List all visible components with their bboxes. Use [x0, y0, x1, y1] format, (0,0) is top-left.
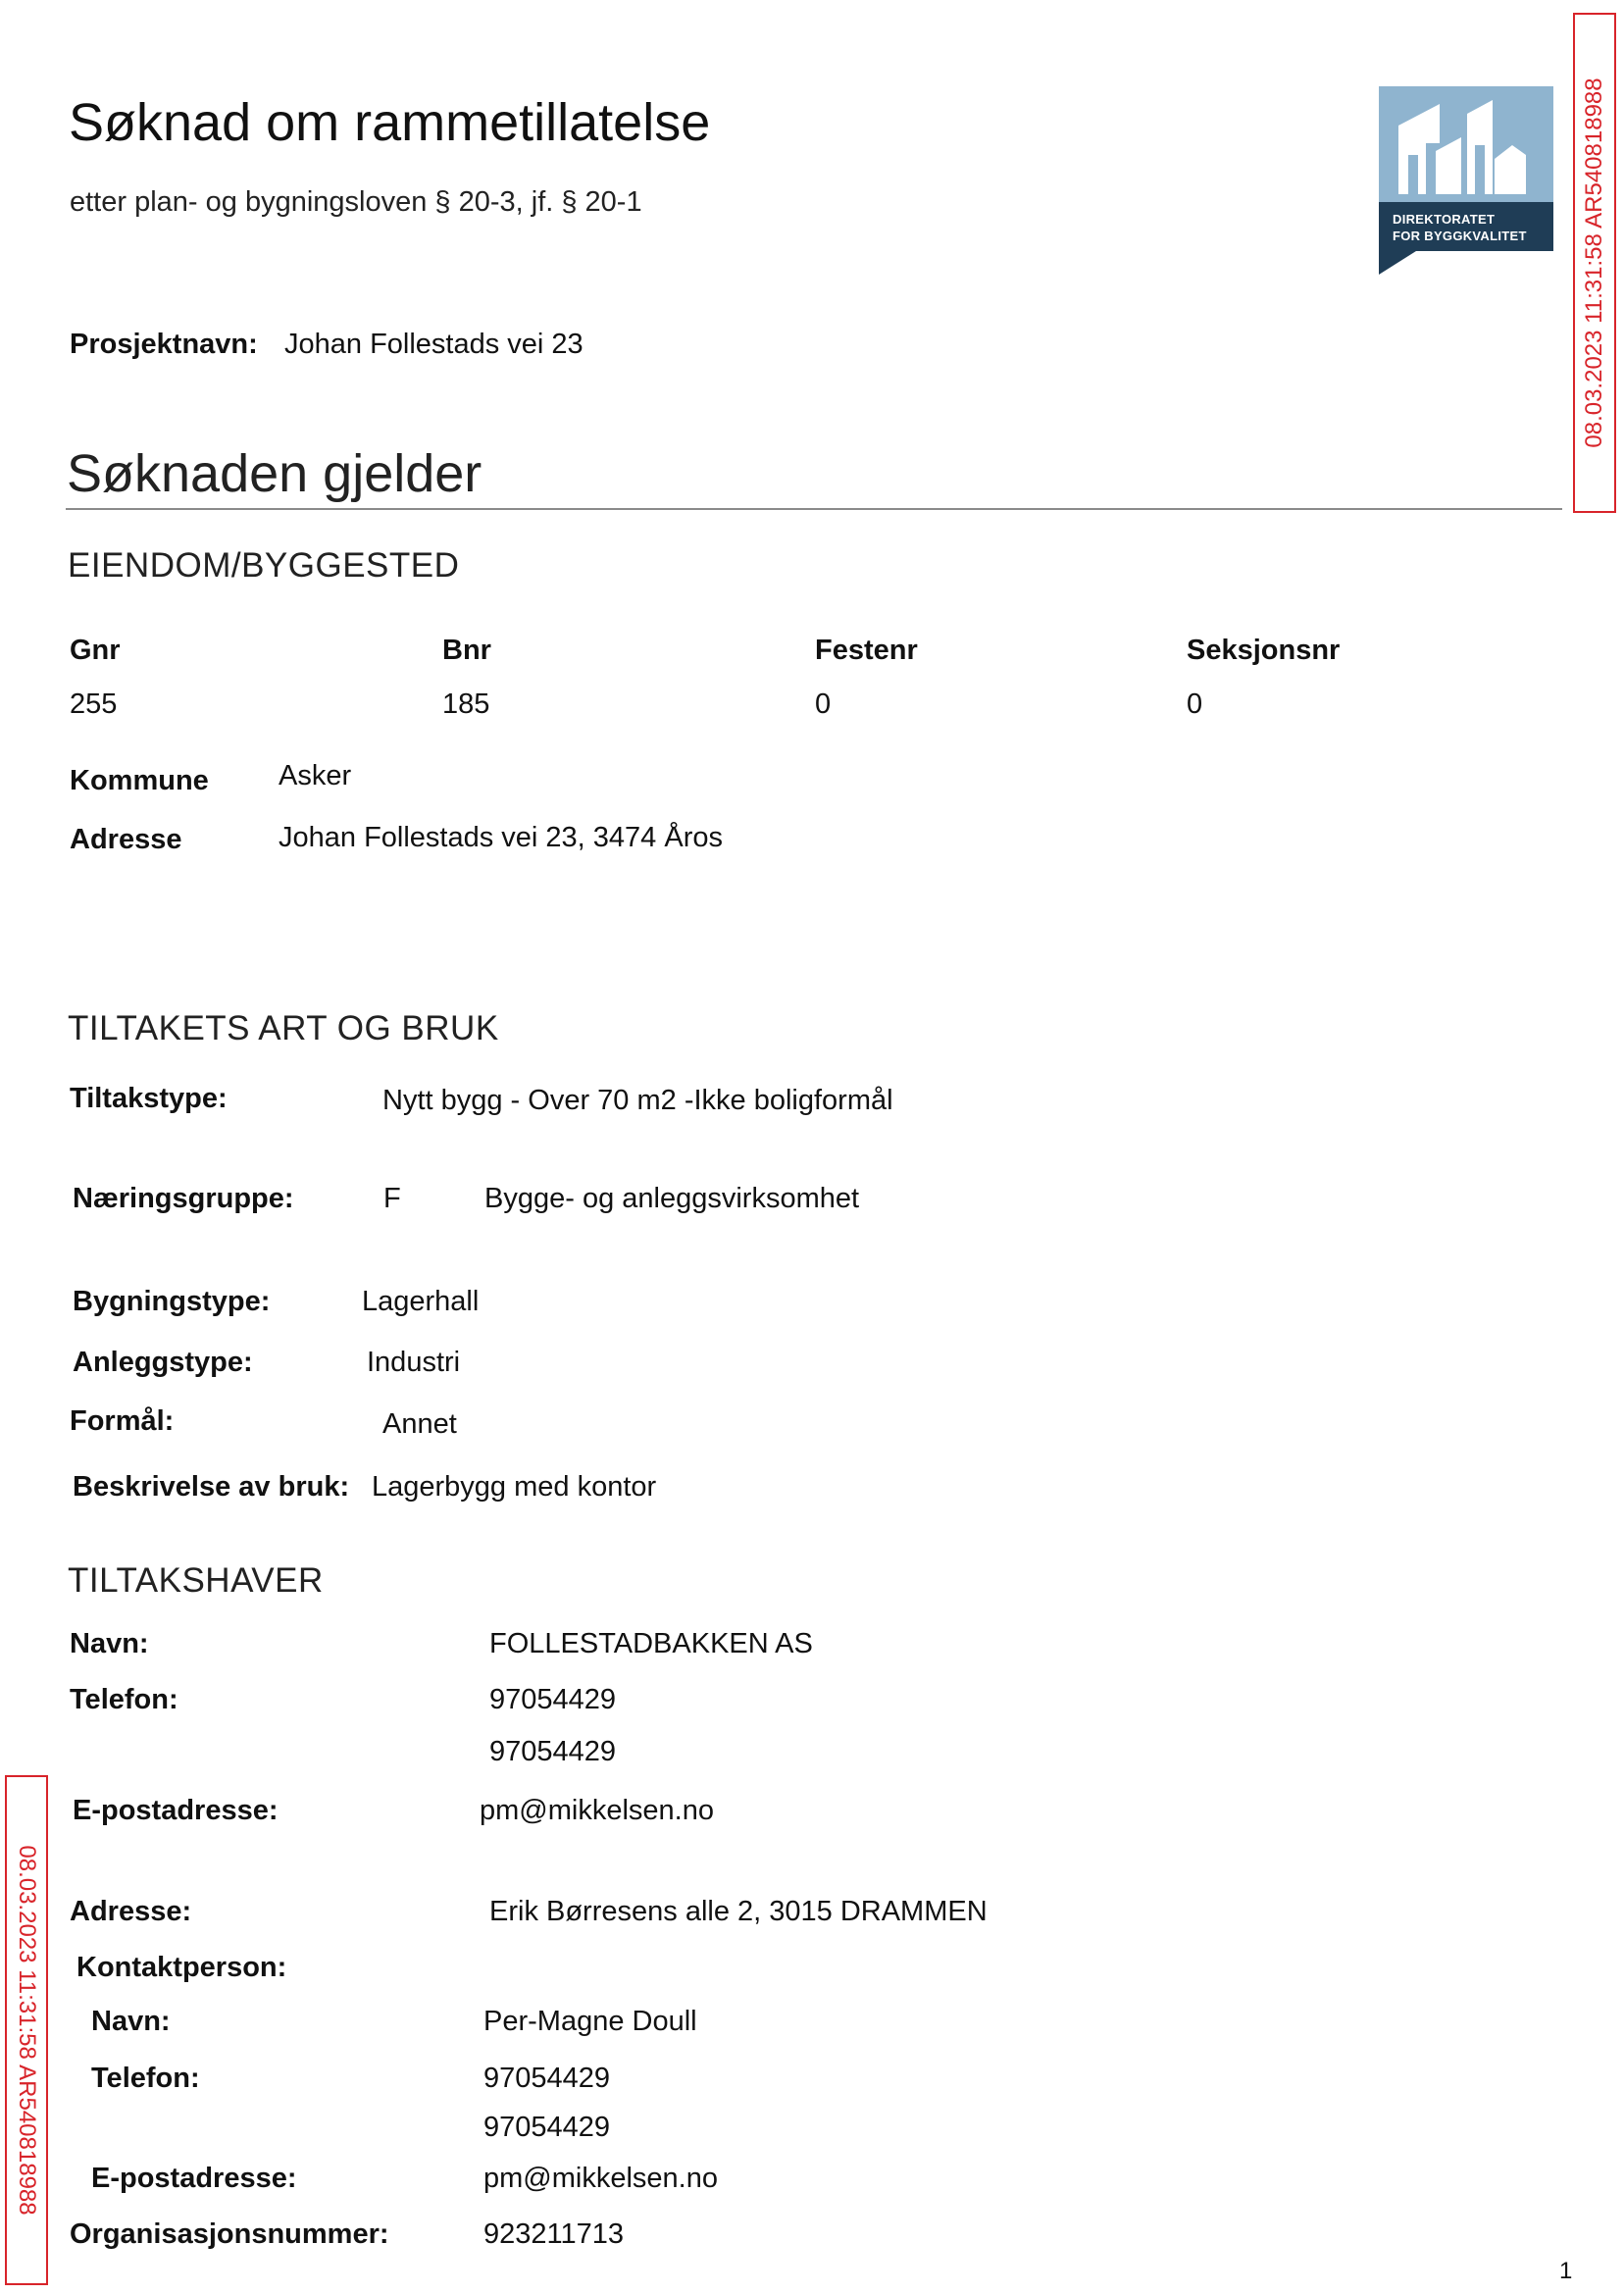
kontaktperson-epost-label: E-postadresse:: [91, 2163, 297, 2194]
orgnr-label: Organisasjonsnummer:: [70, 2218, 389, 2250]
dibk-logo: [1379, 86, 1553, 277]
anleggstype-value: Industri: [367, 1347, 461, 1378]
beskrivelse-value: Lagerbygg med kontor: [372, 1471, 657, 1503]
logo-text-line1: DIREKTORATET: [1393, 212, 1496, 227]
stamp-text: 08.03.2023 11:31:58 AR540818988: [1581, 77, 1607, 448]
bnr-label: Bnr: [442, 635, 491, 666]
stamp-text: 08.03.2023 11:31:58 AR540818988: [14, 1845, 40, 2216]
formaal-label: Formål:: [70, 1405, 175, 1437]
bnr-value: 185: [442, 688, 490, 720]
page-number: 1: [1559, 2258, 1573, 2284]
kontaktperson-epost-value: pm@mikkelsen.no: [483, 2163, 718, 2194]
anleggstype-label: Anleggstype:: [73, 1347, 253, 1378]
formaal-value: Annet: [382, 1408, 457, 1440]
document-subtitle: etter plan- og bygningsloven § 20-3, jf. § 20-1: [70, 186, 642, 218]
section-title: Søknaden gjelder: [67, 444, 482, 503]
tiltakshaver-epost-label: E-postadresse:: [73, 1795, 279, 1826]
logo-tail: [1379, 251, 1416, 275]
seksjonsnr-label: Seksjonsnr: [1187, 635, 1341, 666]
tiltakshaver-adresse-value: Erik Børresens alle 2, 3015 DRAMMEN: [489, 1896, 988, 1927]
tiltakshaver-adresse-label: Adresse:: [70, 1896, 192, 1927]
project-name-label: Prosjektnavn:: [70, 329, 258, 360]
beskrivelse-label: Beskrivelse av bruk:: [73, 1471, 350, 1503]
kontaktperson-label: Kontaktperson:: [76, 1952, 287, 1983]
kontaktperson-telefon-value-1: 97054429: [483, 2063, 611, 2094]
tiltakshaver-telefon-value-1: 97054429: [489, 1684, 617, 1715]
kontaktperson-navn-label: Navn:: [91, 2006, 171, 2037]
kommune-label: Kommune: [70, 765, 209, 796]
project-name-value: Johan Follestads vei 23: [284, 329, 584, 360]
kontaktperson-telefon-label: Telefon:: [91, 2063, 200, 2094]
bygningstype-value: Lagerhall: [362, 1286, 480, 1317]
tiltakshaver-navn-value: FOLLESTADBAKKEN AS: [489, 1628, 813, 1659]
bygningstype-label: Bygningstype:: [73, 1286, 271, 1317]
tiltakstype-label: Tiltakstype:: [70, 1083, 228, 1114]
section-divider: [66, 508, 1562, 510]
tiltakshaver-telefon-label: Telefon:: [70, 1684, 178, 1715]
festenr-value: 0: [815, 688, 832, 720]
adresse-label: Adresse: [70, 824, 182, 855]
gnr-label: Gnr: [70, 635, 121, 666]
tiltak-heading: TILTAKETS ART OG BRUK: [68, 1009, 499, 1047]
naeringsgruppe-code: F: [383, 1183, 401, 1214]
festenr-label: Festenr: [815, 635, 918, 666]
gnr-value: 255: [70, 688, 118, 720]
tiltakstype-value: Nytt bygg - Over 70 m2 -Ikke boligformål: [382, 1085, 893, 1116]
seksjonsnr-value: 0: [1187, 688, 1203, 720]
timestamp-stamp-left: [5, 1775, 48, 2285]
kommune-value: Asker: [279, 760, 352, 791]
kontaktperson-telefon-value-2: 97054429: [483, 2112, 611, 2143]
logo-text-line2: FOR BYGGKVALITET: [1393, 229, 1527, 243]
document-title: Søknad om rammetillatelse: [69, 93, 711, 152]
tiltakshaver-telefon-value-2: 97054429: [489, 1736, 617, 1767]
orgnr-value: 923211713: [483, 2218, 625, 2250]
timestamp-stamp-right: [1573, 13, 1616, 513]
tiltakshaver-epost-value: pm@mikkelsen.no: [480, 1795, 714, 1826]
naeringsgruppe-label: Næringsgruppe:: [73, 1183, 294, 1214]
naeringsgruppe-value: Bygge- og anleggsvirksomhet: [484, 1183, 860, 1214]
logo-buildings-icon: [1379, 86, 1553, 202]
tiltakshaver-navn-label: Navn:: [70, 1628, 149, 1659]
tiltakshaver-heading: TILTAKSHAVER: [68, 1561, 324, 1600]
property-heading: EIENDOM/BYGGESTED: [68, 546, 460, 585]
adresse-value: Johan Follestads vei 23, 3474 Åros: [279, 822, 723, 853]
kontaktperson-navn-value: Per-Magne Doull: [483, 2006, 697, 2037]
